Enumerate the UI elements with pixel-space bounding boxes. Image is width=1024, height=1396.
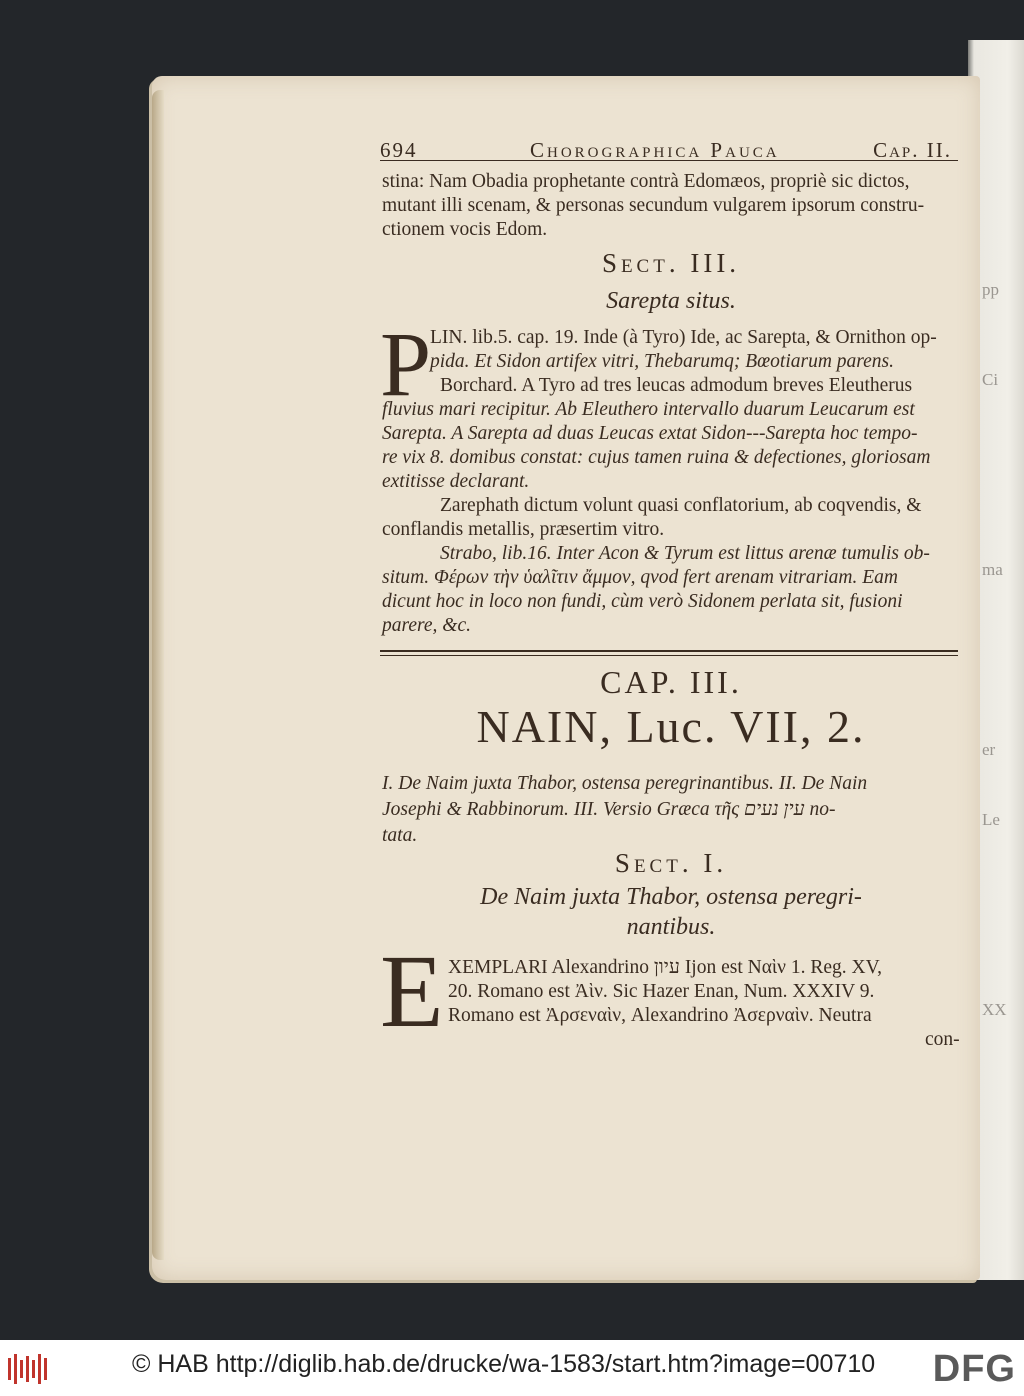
drop-cap: E bbox=[380, 934, 444, 1049]
running-head bbox=[380, 138, 958, 166]
text-line: Strabo, lib.16. Inter Acon & Tyrum est littus arenæ tumulis ob- bbox=[440, 543, 930, 564]
text-line: mutant illi scenam, & personas secundum vulgarem ipsorum constru- bbox=[382, 195, 925, 216]
chapter-rule bbox=[380, 655, 958, 656]
text-line: XEMPLARI Alexandrino עיון Ijon est Ναὶν 1. Reg. XV, bbox=[448, 957, 883, 978]
ghost-text: ma bbox=[982, 560, 1003, 579]
text-line: re vix 8. domibus constat: cujus tamen ruina & defectiones, gloriosam bbox=[382, 447, 931, 468]
text-line: ctionem vocis Edom. bbox=[382, 219, 548, 240]
text-line: situm. Φέρων τὴν ὑαλῖτιν ἄμμον, qvod fert arenam vitrariam. Eam bbox=[382, 567, 898, 588]
text-line: fluvius mari recipitur. Ab Eleuthero intervallo duarum Leucarum est bbox=[382, 399, 915, 420]
source-link[interactable]: © HAB http://diglib.hab.de/drucke/wa-1583/start.htm?image=00710 bbox=[132, 1350, 876, 1378]
ghost-text: er bbox=[982, 740, 996, 759]
ghost-text: Ci bbox=[982, 370, 999, 389]
dfg-logo: DFG bbox=[932, 1348, 1016, 1390]
ghost-text: pp bbox=[982, 280, 999, 299]
head-rule bbox=[380, 160, 958, 161]
catchword: con- bbox=[925, 1029, 960, 1050]
summary-line: I. De Naim juxta Thabor, ostensa peregrinantibus. II. De Nain bbox=[382, 773, 868, 794]
section-subheading: De Naim juxta Thabor, ostensa peregri- bbox=[480, 884, 862, 910]
text-line: extitisse declarant. bbox=[382, 471, 530, 492]
page-number: 694 bbox=[380, 138, 418, 162]
text-line: Zarephath dictum volunt quasi conflatorium, ab coqvendis, & bbox=[440, 495, 922, 516]
text-line: Borchard. A Tyro ad tres leucas admodum breves Eleutherus bbox=[440, 375, 913, 396]
text-line: stina: Nam Obadia prophetante contrà Edomæos, propriè sic dictos, bbox=[382, 171, 910, 192]
page-edge bbox=[152, 90, 164, 1260]
chapter-title: NAIN, Luc. VII, 2. bbox=[476, 701, 866, 752]
text-line: LIN. lib.5. cap. 19. Inde (à Tyro) Ide, ac Sarepta, & Ornithon op- bbox=[430, 327, 937, 348]
text-line: 20. Romano est Ἀὶν. Sic Hazer Enan, Num. XXXIV 9. bbox=[448, 981, 875, 1002]
section-heading: Sect. III. bbox=[601, 248, 741, 278]
text-line: parere, &c. bbox=[382, 615, 471, 636]
summary-line: Josephi & Rabbinorum. III. Versio Græca τῆς עין נעים no- bbox=[382, 799, 836, 820]
section-heading: Sect. I. bbox=[614, 848, 728, 878]
chapter-rule bbox=[380, 650, 958, 652]
text-line: Sarepta. A Sarepta ad duas Leucas extat Sidon---Sarepta hoc tempo- bbox=[382, 423, 918, 444]
hab-barcode-icon bbox=[8, 1354, 48, 1384]
section-subheading: nantibus. bbox=[626, 914, 716, 940]
viewer-footer bbox=[0, 1340, 1024, 1396]
drop-cap: P bbox=[380, 313, 432, 415]
ghost-text: XX bbox=[982, 1000, 1007, 1019]
summary-line: tata. bbox=[382, 825, 418, 846]
ghost-text: Le bbox=[982, 810, 1000, 829]
running-title: Chorographica Pauca bbox=[530, 138, 780, 162]
text-line: Romano est Ἀρσεναὶν, Alexandrino Ἀσερναὶν. Neutra bbox=[448, 1005, 872, 1026]
running-chapter: Cap. II. bbox=[873, 138, 952, 162]
text-line: pida. Et Sidon artifex vitri, Thebarumq; Bœotiarum parens. bbox=[430, 351, 895, 372]
text-line: dicunt hoc in loco non fundi, cùm verò Sidonem perlata sit, fusioni bbox=[382, 591, 903, 612]
section-subheading: Sarepta situs. bbox=[606, 288, 736, 314]
chapter-label: CAP. III. bbox=[600, 664, 742, 700]
text-line: conflandis metallis, præsertim vitro. bbox=[382, 519, 665, 540]
